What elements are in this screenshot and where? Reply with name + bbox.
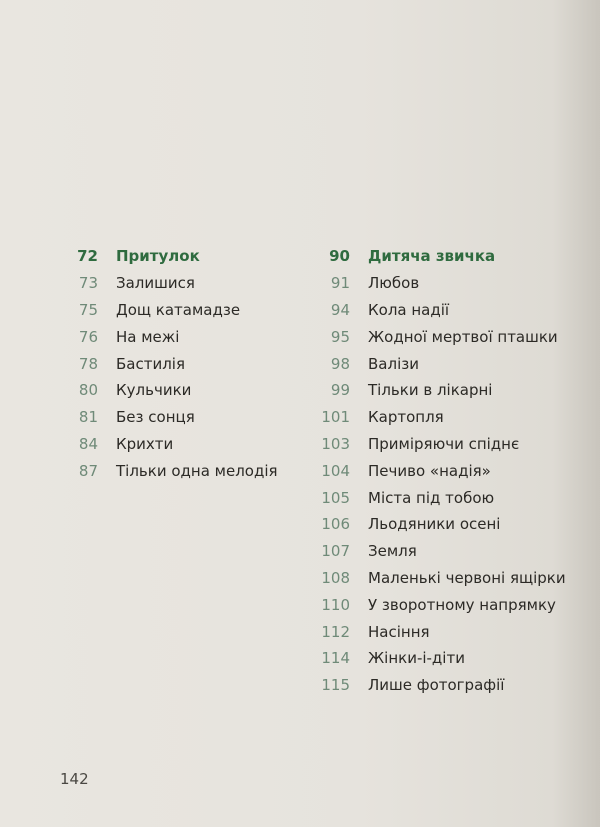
toc-entry (312, 538, 592, 565)
toc-entry (312, 511, 592, 538)
toc-page-number: 108 (321, 568, 350, 587)
toc-page-number: 87 (78, 461, 98, 480)
toc-title: Дитяча звичка (368, 247, 496, 266)
toc-entry (60, 457, 300, 484)
toc-page-number: 78 (78, 354, 98, 373)
toc-page-number: 72 (77, 247, 98, 266)
toc-page-number: 99 (330, 381, 350, 400)
toc-title: Валізи (368, 354, 419, 373)
toc-title: Насіння (368, 622, 430, 641)
toc-title: Притулок (116, 247, 200, 266)
toc-page-number: 101 (321, 408, 350, 427)
toc-entry (60, 297, 300, 324)
toc-title: Дощ катамадзе (116, 300, 241, 319)
toc-title: Маленькі червоні ящірки (368, 568, 566, 587)
toc-entry (312, 645, 592, 672)
toc-entry (60, 404, 300, 431)
toc-page-number: 91 (330, 274, 350, 293)
toc-page-number: 106 (321, 515, 350, 534)
toc-entry (312, 565, 592, 592)
toc-section-heading (60, 243, 300, 270)
toc-title: Тільки в лікарні (368, 381, 493, 400)
toc-entry (312, 618, 592, 645)
toc-title: Залишися (116, 274, 195, 293)
toc-title: Бастилія (116, 354, 185, 373)
toc-entry (312, 404, 592, 431)
toc-page-number: 107 (321, 542, 350, 561)
toc-page-number: 81 (78, 408, 98, 427)
toc-entry (312, 431, 592, 458)
toc-title: У зворотному напрямку (368, 595, 556, 614)
toc-page-number: 104 (321, 461, 350, 480)
toc-page-number: 114 (321, 649, 350, 668)
toc-page-number: 90 (329, 247, 350, 266)
toc-entry (312, 591, 592, 618)
toc-page-number: 105 (321, 488, 350, 507)
toc-entry (60, 270, 300, 297)
toc-right-column (312, 243, 592, 699)
toc-page-number: 75 (78, 300, 98, 319)
toc-title: Земля (368, 542, 417, 561)
toc-title: Льодяники осені (368, 515, 501, 534)
toc-entry (312, 377, 592, 404)
toc-entry (60, 431, 300, 458)
toc-title: Жінки-і-діти (368, 649, 465, 668)
toc-title: Картопля (368, 408, 444, 427)
toc-title: Міста під тобою (368, 488, 495, 507)
toc-page-number: 95 (330, 327, 350, 346)
toc-page-number: 112 (321, 622, 350, 641)
toc-entry (312, 270, 592, 297)
toc-title: Жодної мертвої пташки (368, 327, 558, 346)
toc-title: Кола надії (368, 300, 450, 319)
toc-title: Печиво «надія» (368, 461, 491, 480)
toc-entry (60, 350, 300, 377)
toc-entry (60, 323, 300, 350)
toc-page-number: 103 (321, 434, 350, 453)
toc-entry (312, 297, 592, 324)
toc-title: Лише фотографії (368, 676, 505, 695)
toc-entry (60, 377, 300, 404)
toc-page-number: 115 (321, 676, 350, 695)
toc-page-number: 110 (321, 595, 350, 614)
page-number: 142 (60, 770, 89, 788)
toc-entry (312, 457, 592, 484)
toc-entry (312, 672, 592, 699)
toc-page-number: 94 (330, 300, 350, 319)
toc-page-number: 98 (330, 354, 350, 373)
toc-title: На межі (116, 327, 180, 346)
toc-entry (312, 350, 592, 377)
toc-title: Приміряючи спіднє (368, 434, 520, 453)
toc-page-number: 73 (78, 274, 98, 293)
toc-section-heading (312, 243, 592, 270)
toc-entry (312, 484, 592, 511)
toc-title: Крихти (116, 434, 174, 453)
toc-page-number: 76 (78, 327, 98, 346)
toc-title: Без сонця (116, 408, 195, 427)
toc-page-number: 84 (78, 434, 98, 453)
toc-title: Тільки одна мелодія (116, 461, 278, 480)
toc-page-number: 80 (78, 381, 98, 400)
toc-left-column (60, 243, 300, 484)
toc-title: Кульчики (116, 381, 192, 400)
toc-entry (312, 323, 592, 350)
toc-title: Любов (368, 274, 420, 293)
